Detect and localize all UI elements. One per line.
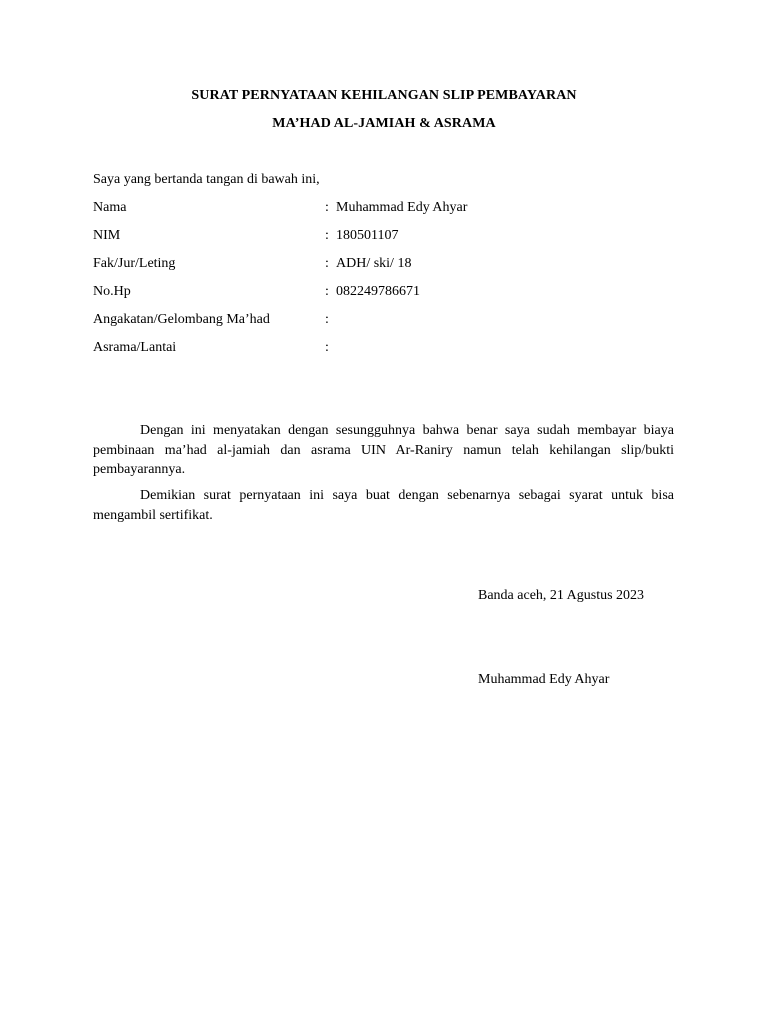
- field-colon: :: [325, 200, 329, 215]
- field-row-asrama-lantai: [93, 340, 693, 360]
- field-value: 082249786671: [336, 284, 420, 299]
- field-value: Muhammad Edy Ahyar: [336, 200, 468, 215]
- intro-text: Saya yang bertanda tangan di bawah ini,: [93, 172, 320, 187]
- document-title-line1: SURAT PERNYATAAN KEHILANGAN SLIP PEMBAYARAN: [191, 88, 577, 103]
- field-colon: :: [325, 284, 329, 299]
- field-colon: :: [325, 312, 329, 327]
- field-colon: :: [325, 256, 329, 271]
- field-row-nim: [93, 228, 693, 248]
- closing-paragraph: Demikian surat pernyataan ini saya buat dengan sebenarnya sebagai syarat untuk bisa mengambil sertifikat.: [93, 488, 674, 523]
- field-row-angkatan: [93, 312, 693, 332]
- field-label: No.Hp: [93, 284, 131, 299]
- statement-paragraph: Dengan ini menyatakan dengan sesungguhnya bahwa benar saya sudah membayar biaya pembinaan ma’had al-jamiah dan asrama UIN Ar-Raniry namun telah kehilangan slip/bukti pembayarannya.: [93, 423, 674, 477]
- field-label: Fak/Jur/Leting: [93, 256, 176, 271]
- field-value: ADH/ ski/ 18: [336, 256, 412, 271]
- field-label: Nama: [93, 200, 127, 215]
- document-title-line2: MA’HAD AL-JAMIAH & ASRAMA: [272, 116, 496, 131]
- field-value: 180501107: [336, 228, 399, 243]
- field-label: Angakatan/Gelombang Ma’had: [93, 312, 270, 327]
- place-date: Banda aceh, 21 Agustus 2023: [478, 588, 645, 603]
- field-colon: :: [325, 340, 329, 355]
- field-label: Asrama/Lantai: [93, 340, 177, 355]
- signer-name: Muhammad Edy Ahyar: [478, 672, 610, 687]
- field-row-fak-jur-leting: [93, 256, 693, 276]
- field-label: NIM: [93, 228, 121, 243]
- field-row-nama: [93, 200, 693, 220]
- field-row-no-hp: [93, 284, 693, 304]
- field-colon: :: [325, 228, 329, 243]
